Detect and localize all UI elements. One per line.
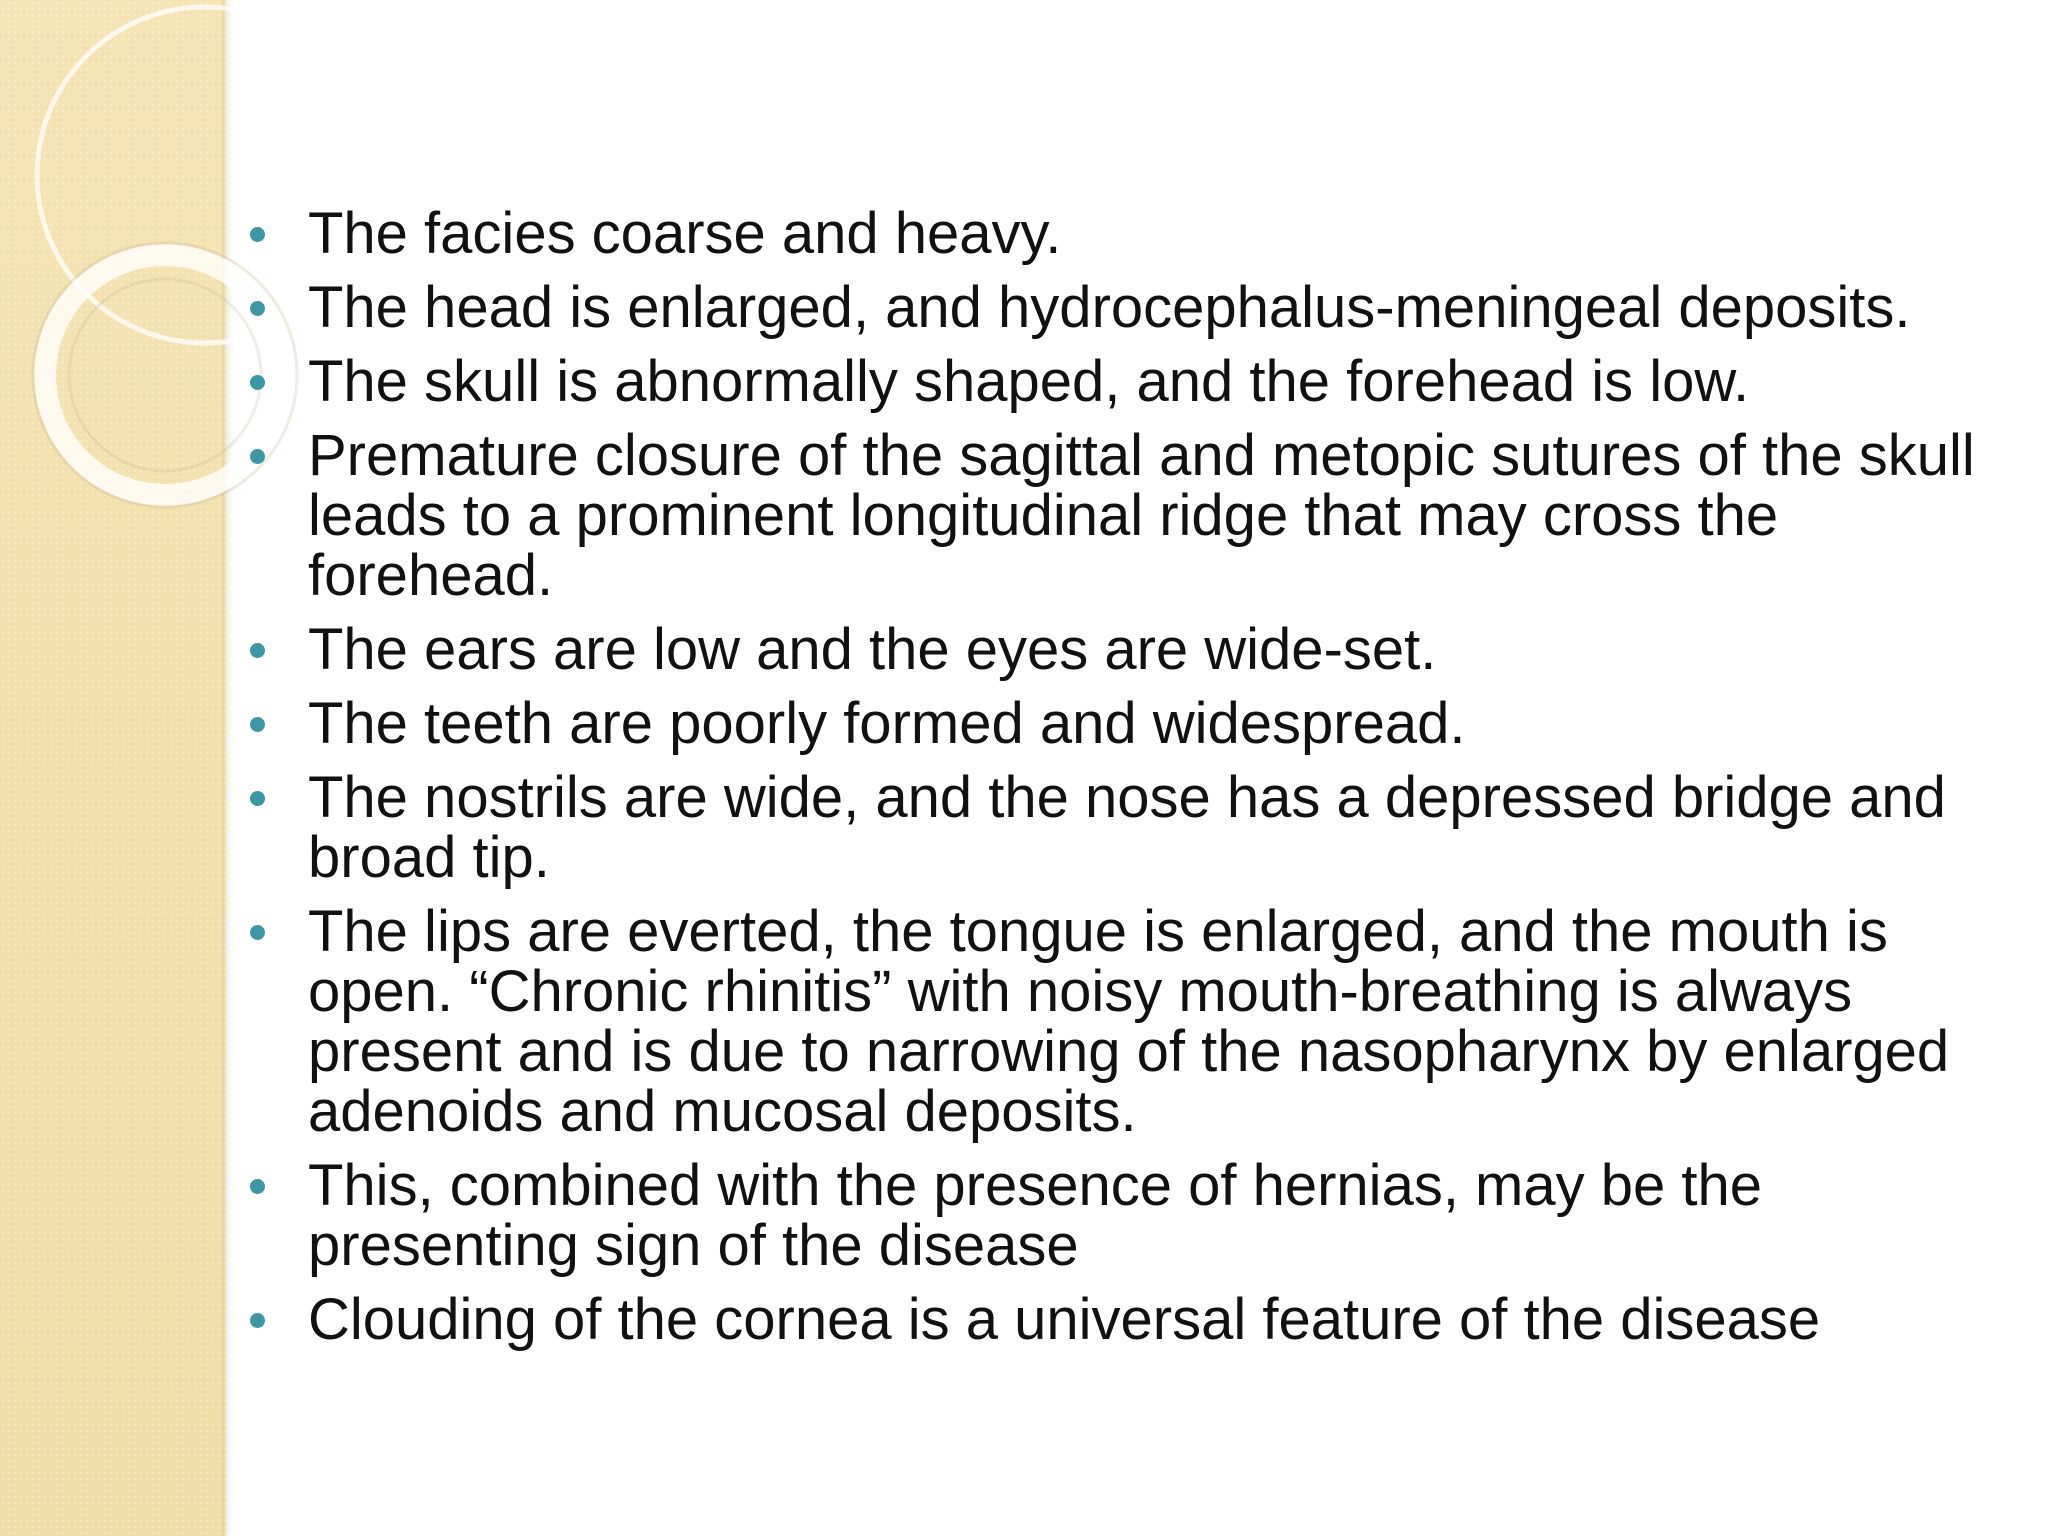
side-band-decoration bbox=[0, 0, 226, 1536]
bullet-dot-icon bbox=[250, 925, 265, 940]
slide-body bbox=[244, 201, 1984, 1464]
bullet-text: The head is enlarged, and hydrocephalus-meningeal deposits. bbox=[308, 275, 1911, 340]
bullet-text: The skull is abnormally shaped, and the forehead is low. bbox=[308, 349, 1750, 414]
bullet-text: The teeth are poorly formed and widespread. bbox=[308, 691, 1466, 756]
bullet-dot-icon bbox=[250, 301, 265, 316]
bullet-item bbox=[244, 423, 1984, 608]
bullet-item bbox=[244, 275, 1984, 340]
bullet-item bbox=[244, 691, 1984, 756]
bullet-item bbox=[244, 765, 1984, 890]
bullet-text: The lips are everted, the tongue is enlarged, and the mouth is open. “Chronic rhinitis” with noisy mouth-breathing is always present and is due to narrowing of the nasopharynx by enlarged adenoids and mucosal deposits. bbox=[308, 899, 1950, 1144]
bullet-text: The facies coarse and heavy. bbox=[308, 201, 1062, 266]
bullet-text: Premature closure of the sagittal and metopic sutures of the skull leads to a prominent longitudinal ridge that may cross the forehead. bbox=[308, 423, 1975, 608]
bullet-item bbox=[244, 349, 1984, 414]
bullet-dot-icon bbox=[250, 449, 265, 464]
bullet-item bbox=[244, 899, 1984, 1144]
bullet-text: The ears are low and the eyes are wide-set. bbox=[308, 617, 1437, 682]
bullet-text: This, combined with the presence of hernias, may be the presenting sign of the disease bbox=[308, 1153, 1762, 1278]
bullet-text: The nostrils are wide, and the nose has a depressed bridge and broad tip. bbox=[308, 765, 1946, 890]
bullet-item bbox=[244, 1153, 1984, 1278]
bullet-item bbox=[244, 1287, 1984, 1352]
bullet-dot-icon bbox=[250, 1179, 265, 1194]
bullet-text: Clouding of the cornea is a universal feature of the disease bbox=[308, 1287, 1821, 1352]
side-band-edge bbox=[222, 0, 226, 1536]
bullet-item bbox=[244, 201, 1984, 266]
bullet-dot-icon bbox=[250, 227, 265, 242]
bullet-dot-icon bbox=[250, 1313, 265, 1328]
bullet-dot-icon bbox=[250, 643, 265, 658]
bullet-dot-icon bbox=[250, 375, 265, 390]
bullet-item bbox=[244, 617, 1984, 682]
bullet-dot-icon bbox=[250, 791, 265, 806]
bullet-dot-icon bbox=[250, 717, 265, 732]
bullet-list bbox=[244, 201, 1984, 1352]
